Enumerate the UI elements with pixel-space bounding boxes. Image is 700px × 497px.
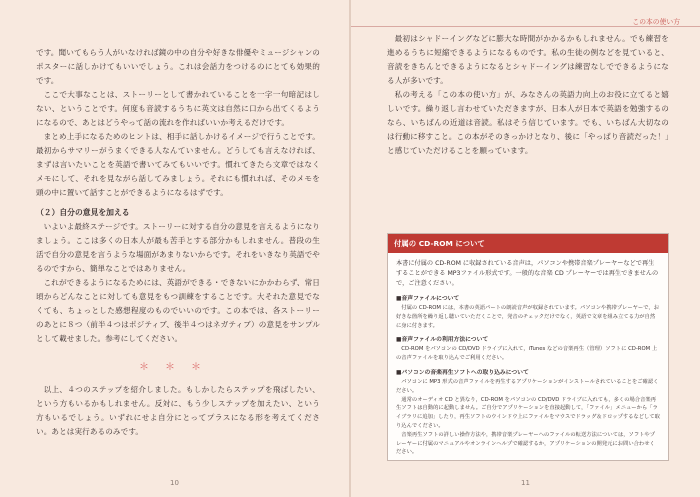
paragraph: ここで大事なことは、ストーリーとして書かれていることを一字一句暗記はしない、ということです。何度も音読するうちに英文は自然に口から出てくるようになるので、あとはどうやって話の流れを作ればいいか考えるだけです。: [36, 90, 320, 127]
section-divider-stars: ＊＊＊: [139, 362, 217, 373]
paragraph: 私の考える「この本の使い方」が、みなさんの英語力向上のお役に立てると嬉しいです。繰り返し言わせていただきますが、日本人が日本で英語を勉強するのなら、いちばんの近道は音読。私はそう信じています。でも、いちばん大切なのは行動に移すこと。この本がそのきっかけとなり、後に「やっぱり音読だった！」と感じていただけることを願っています。: [387, 90, 669, 155]
paragraph: 以上、４つのステップを紹介しました。もしかしたらステップを飛ばしたい、という方もいるかもしれません。反対に、もう少しステップを加えたい、という方もいるでしょう。いずれにせよ自分にとってプラスになる形を考えてください。あとは実行あるのみです。: [36, 385, 320, 436]
paragraph: です。聞いてもらう人がいなければ鏡の中の自分や好きな俳優やミュージシャンのポスターに話しかけてもいいでしょう。これは会話力をつけるのにとても効果的です。: [36, 48, 320, 85]
info-box-subheading: ■音声ファイルについて: [396, 296, 460, 302]
paragraph: これができるようになるためには、英語ができる・できないにかかわらず、常日頃からどんなことに対しても意見をもつ訓練をすることです。大それた意見でなくても、ちょっとした感想程度のものでいいのです。この本では、各ストーリーのあとに８つ（前半４つはポジティブ、後半４つはネガティブ）の意見をサンプルとして載せました。参考にしてください。: [36, 278, 320, 343]
section-heading: （２）自分の意見を加える: [36, 208, 130, 217]
paragraph: まとめ上手になるためのヒントは、相手に話しかけるイメージで行うことです。最初からサマリーがうまくできる人なんていません。どうしても言えなければ、まずは言いたいことを英語で書いてみてもいいです。慣れてきたら文章ではなくメモにして、それを見ながら話してみましょう。それにも慣れれば、そのメモを頭の中に置いて話すことができるようになるはずです。: [36, 132, 320, 197]
page-number: 10: [170, 479, 179, 487]
header-rule: [351, 26, 700, 27]
info-box-text: CD-ROM をパソコンの CD/DVD ドライブに入れて，iTunes などの音楽再生（管理）ソフトに CD-ROM 上の音声ファイルを取り込んでご利用ください。: [396, 346, 658, 362]
paragraph: いよいよ最終ステージです。ストーリーに対する自分の意見を言えるようになりましょう。ここは多くの日本人が最も苦手とする部分かもしれません。普段の生活で自分の意見を言うような場面があまりないからです。それをいきなり英語でやるのですから、簡単なことではありません。: [36, 222, 320, 273]
info-box-text: パソコンに MP3 形式の音声ファイルを再生するアプリケーションがインストールされていることをご確認ください。: [396, 378, 659, 394]
info-box-text: 通常のオーディオ CD と異なり，CD-ROM をパソコンの CD/DVD ドライブに入れても，多くの場合音楽再生ソフトは自動的に起動しません。ご自分でアプリケーションを直接起動して，「ファイル」メニューから「ライブラリに追加」したり，再生ソフトのウインドウ上にファイルをマウスでドラッグ＆ドロップするなどして取り込んでください。: [396, 396, 660, 429]
right-page: [351, 0, 700, 497]
info-box-text: 音楽再生ソフトの詳しい操作方法や，携帯音楽プレーヤーへのファイルの転送方法については，ソフトやプレーヤーに付属のマニュアルやオンラインヘルプで確認するか，アプリケーションの開発元にお問い合わせください。: [396, 431, 656, 456]
left-page: [0, 0, 349, 497]
right-page-content: [387, 32, 669, 158]
info-box-text: 付属の CD-ROM には，本書の英語パートの朗読音声が収録されています。パソコンや携帯プレーヤーで，お好きな箇所を繰り返し聴いていただくことで，発音のチェックだけでなく，英語で文章を組み立てる力が自然に身に付きます。: [396, 305, 659, 329]
info-box-subheading: ■音声ファイルの利用方法について: [396, 337, 489, 344]
running-header: この本の使い方: [632, 18, 680, 26]
cd-rom-info-box: [387, 233, 669, 461]
info-box-body: [388, 253, 668, 463]
info-box-intro: 本書に付属の CD-ROM に収録されている音声は，パソコンや携帯音楽プレーヤーなどで再生することができる MP3ファイル形式です。一般的な音楽 CD プレーヤーでは再生できませんので，ご注意ください。: [396, 260, 659, 287]
page-number: 11: [521, 479, 530, 487]
info-box-subheading: ■パソコンの音楽再生ソフトへの取り込みについて: [396, 369, 529, 376]
left-page-content: [36, 46, 320, 439]
paragraph: 最初はシャドーイングなどに膨大な時間がかかるかもしれません。でも練習を進めるうちに短縮できるようになるものです。私の生徒の例などを見ていると、音読をきちんとできるようになるとシャドーイングは練習なしでできるようになる人が多いです。: [387, 34, 669, 85]
info-box-title: 付属の CD-ROM について: [388, 234, 668, 253]
